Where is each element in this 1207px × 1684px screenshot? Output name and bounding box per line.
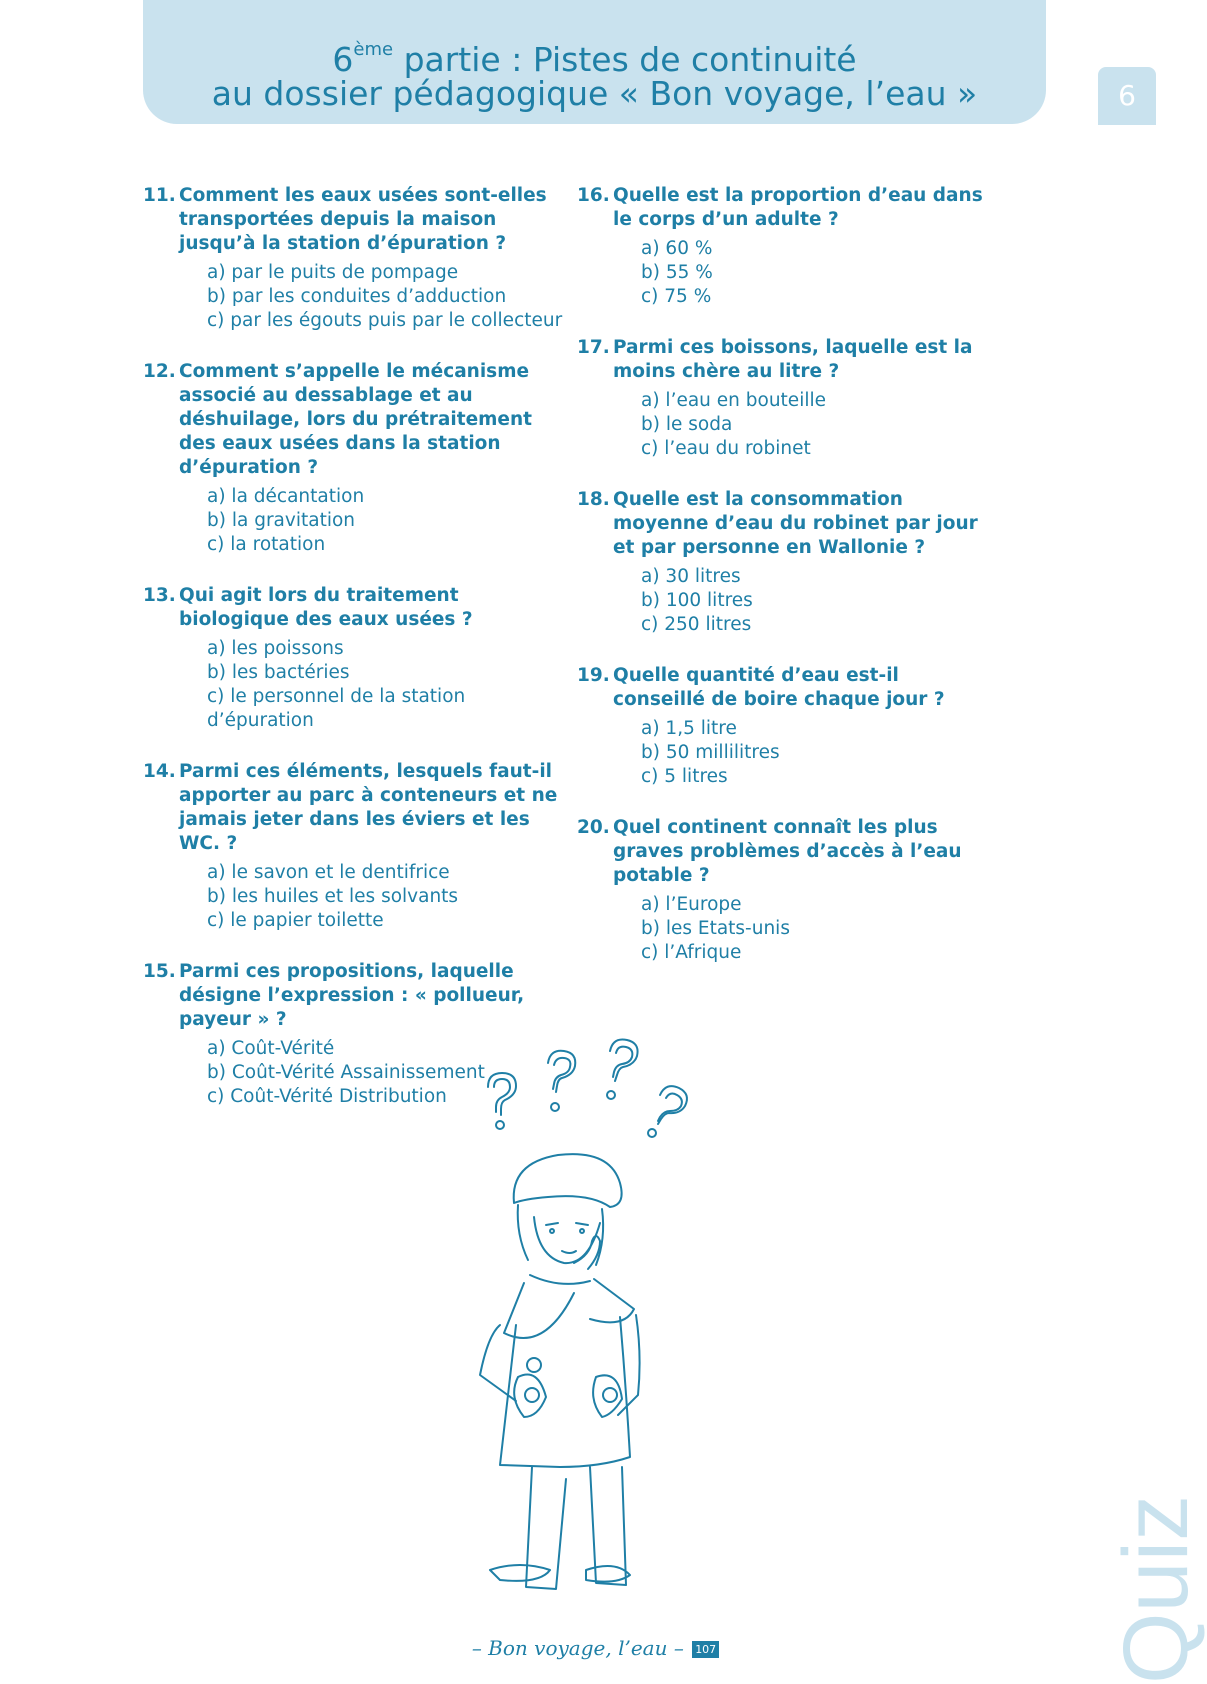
answer-option: c) l’Afrique [641, 942, 742, 963]
question-text [577, 336, 997, 384]
question-number: 11. [143, 185, 176, 206]
question-label: Quel continent connaît les plus graves problèmes d’accès à l’eau potable ? [613, 817, 962, 886]
answer-option: c) 75 % [641, 286, 712, 307]
answer-option: b) 100 litres [641, 590, 753, 611]
answer-option: c) Coût-Vérité Distribution [207, 1086, 447, 1107]
answer-option: b) les Etats-unis [641, 918, 790, 939]
question-label: Quelle quantité d’eau est-il conseillé de boire chaque jour ? [613, 665, 945, 710]
header-title-line1: 6ème partie : Pistes de continuité [332, 39, 857, 79]
answer-option: c) la rotation [207, 534, 326, 555]
answer-option: c) 250 litres [641, 614, 752, 635]
answer-option: a) par le puits de pompage [207, 262, 459, 283]
footer-title: – Bon voyage, l’eau – [471, 1636, 684, 1660]
question-number: 15. [143, 961, 176, 982]
quiz-question [577, 336, 997, 461]
answer-option: c) 5 litres [641, 766, 728, 787]
quiz-question [577, 816, 997, 965]
question-number: 12. [143, 361, 176, 382]
question-text [577, 184, 997, 232]
answer-option: b) les bactéries [207, 662, 350, 683]
answer-option: a) Coût-Vérité [207, 1038, 335, 1059]
question-text [143, 184, 563, 256]
answer-option: c) par les égouts puis par le collecteur [207, 310, 563, 331]
question-text [577, 488, 997, 560]
question-number: 17. [577, 337, 610, 358]
chapter-tab: 6 [1098, 67, 1156, 125]
answer-option: b) 55 % [641, 262, 713, 283]
quiz-question [577, 488, 997, 637]
question-number: 16. [577, 185, 610, 206]
quiz-question [143, 184, 563, 333]
question-text [143, 960, 563, 1032]
answer-option: b) Coût-Vérité Assainissement [207, 1062, 485, 1083]
page-footer [0, 1636, 1191, 1660]
answer-list [207, 637, 563, 733]
question-label: Comment s’appelle le mécanisme associé au dessablage et au déshuilage, lors du prétraitement des eaux usées dans la station d’épuration ? [179, 361, 532, 478]
thinking-child-illustration [470, 1065, 730, 1595]
answer-option: a) l’Europe [641, 894, 742, 915]
quiz-question [577, 664, 997, 789]
question-label: Parmi ces boissons, laquelle est la moins chère au litre ? [613, 337, 973, 382]
question-text [143, 760, 563, 856]
question-text [577, 664, 997, 712]
answer-list [641, 893, 997, 965]
answer-list [207, 261, 563, 333]
question-label: Qui agit lors du traitement biologique des eaux usées ? [179, 585, 473, 630]
header-title-line2: au dossier pédagogique « Bon voyage, l’eau » [211, 74, 978, 113]
answer-option: c) le personnel de la station d’épuration [207, 686, 466, 731]
question-label: Quelle est la proportion d’eau dans le corps d’un adulte ? [613, 185, 983, 230]
answer-list [641, 565, 997, 637]
question-text [143, 584, 563, 632]
question-number: 18. [577, 489, 610, 510]
answer-option: c) l’eau du robinet [641, 438, 811, 459]
answer-list [641, 389, 997, 461]
quiz-question [143, 584, 563, 733]
question-label: Comment les eaux usées sont-elles transportées depuis la maison jusqu’à la station d’épuration ? [179, 185, 547, 254]
question-label: Parmi ces propositions, laquelle désigne l’expression : « pollueur, payeur » ? [179, 961, 525, 1030]
question-number: 19. [577, 665, 610, 686]
quiz-question [577, 184, 997, 309]
answer-option: a) la décantation [207, 486, 365, 507]
page-header [143, 0, 1046, 124]
answer-list [641, 237, 997, 309]
answer-list [207, 485, 563, 557]
answer-option: a) les poissons [207, 638, 344, 659]
answer-list [207, 861, 563, 933]
questions-right-column [577, 184, 997, 992]
question-number: 20. [577, 817, 610, 838]
quiz-side-label: Quiz [1105, 1494, 1207, 1684]
question-label: Parmi ces éléments, lesquels faut-il apporter au parc à conteneurs et ne jamais jeter dans les éviers et les WC. ? [179, 761, 558, 854]
answer-option: c) le papier toilette [207, 910, 384, 931]
answer-option: b) par les conduites d’adduction [207, 286, 507, 307]
question-text [577, 816, 997, 888]
answer-option: b) les huiles et les solvants [207, 886, 459, 907]
question-mark-icon [607, 1039, 638, 1099]
quiz-question [143, 760, 563, 933]
question-mark-icon [488, 1073, 516, 1129]
answer-option: a) 1,5 litre [641, 718, 737, 739]
answer-option: a) 60 % [641, 238, 713, 259]
answer-option: a) l’eau en bouteille [641, 390, 826, 411]
answer-option: b) la gravitation [207, 510, 355, 531]
page-number: 107 [692, 1641, 719, 1658]
question-number: 14. [143, 761, 176, 782]
question-number: 13. [143, 585, 176, 606]
quiz-question [143, 360, 563, 557]
answer-option: b) le soda [641, 414, 733, 435]
question-mark-icon [648, 1086, 687, 1137]
question-text [143, 360, 563, 480]
answer-option: a) le savon et le dentifrice [207, 862, 450, 883]
question-label: Quelle est la consommation moyenne d’eau du robinet par jour et par personne en Wallonie ? [613, 489, 978, 558]
questions-left-column [143, 184, 563, 1136]
answer-option: a) 30 litres [641, 566, 741, 587]
answer-list [641, 717, 997, 789]
answer-option: b) 50 millilitres [641, 742, 780, 763]
